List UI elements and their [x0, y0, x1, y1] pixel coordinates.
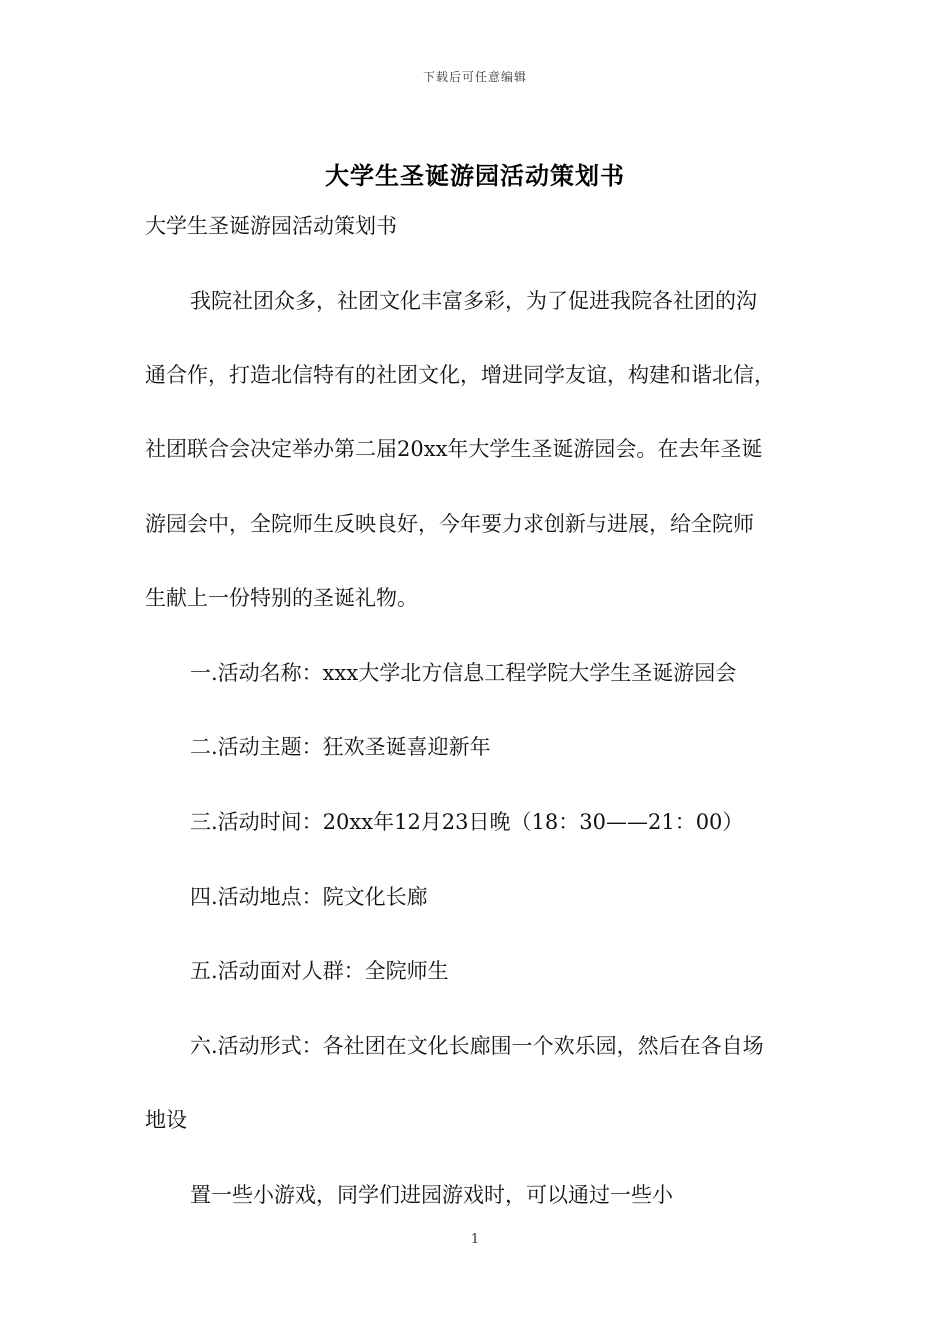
header-note: 下载后可任意编辑	[422, 70, 527, 84]
paragraph-line: 游园会中，全院师生反映良好，今年要力求创新与进展，给全院师	[145, 512, 754, 536]
subtitle-line: 大学生圣诞游园活动策划书	[145, 214, 397, 238]
paragraph-line: 地设	[145, 1108, 187, 1132]
item-activity-theme: 二.活动主题：狂欢圣诞喜迎新年	[190, 735, 491, 759]
paragraph-line: 社团联合会决定举办第二届20xx年大学生圣诞游园会。在去年圣诞	[145, 437, 763, 461]
document-title: 大学生圣诞游园活动策划书	[325, 161, 625, 190]
paragraph-line: 我院社团众多，社团文化丰富多彩，为了促进我院各社团的沟	[190, 289, 757, 313]
item-activity-audience: 五.活动面对人群：全院师生	[190, 959, 449, 983]
page-number: 1	[470, 1232, 480, 1247]
paragraph-line: 通合作，打造北信特有的社团文化，增进同学友谊，构建和谐北信，	[145, 363, 775, 387]
item-activity-location: 四.活动地点：院文化长廊	[190, 885, 428, 909]
paragraph-line: 置一些小游戏，同学们进园游戏时，可以通过一些小	[190, 1183, 673, 1207]
item-activity-name: 一.活动名称：xxx大学北方信息工程学院大学生圣诞游园会	[190, 661, 737, 685]
item-activity-time: 三.活动时间：20xx年12月23日晚（18：30——21：00）	[190, 810, 744, 834]
paragraph-line: 生献上一份特别的圣诞礼物。	[145, 586, 418, 610]
item-activity-format: 六.活动形式：各社团在文化长廊围一个欢乐园，然后在各自场	[190, 1034, 764, 1058]
